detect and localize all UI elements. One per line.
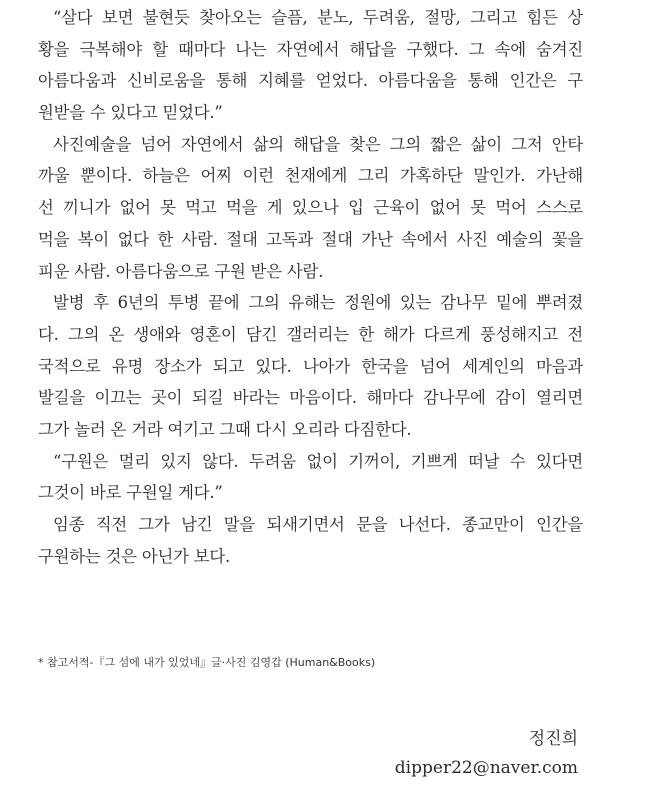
text-line: 사진예술을 넘어 자연에서 삶의 해답을 찾은 그의 짧은 삶이 그저 안타 (53, 134, 583, 154)
reference-footnote: * 참고서적-『그 섬에 내가 있었네』글·사진 김영갑 (Human&Books) (38, 656, 376, 669)
text-line: 아름다움과 신비로움을 통해 지혜를 얻었다. 아름다움을 통해 인간은 구 (38, 71, 583, 91)
text-line: 황을 극복해야 할 때마다 나는 자연에서 해답을 구했다. 그 속에 숨겨진 (38, 39, 583, 59)
text-line: 발병 후 6년의 투병 끝에 그의 유해는 정원에 있는 감나무 밑에 뿌려졌 (53, 293, 583, 313)
text-line: 까울 뿐이다. 하늘은 어찌 이런 천재에게 그리 가혹하단 말인가. 가난해 (38, 166, 583, 186)
text-line: 선 끼니가 없어 못 먹고 먹을 게 있으나 입 근육이 없어 못 먹어 스스로 (38, 198, 583, 218)
text-line: “살다 보면 불현듯 찾아오는 슬픔, 분노, 두려움, 절망, 그리고 힘든 상 (53, 8, 583, 27)
text-line: 발길을 이끄는 곳이 되길 바라는 마음이다. 해마다 감나무에 감이 열리면 (38, 388, 583, 408)
text-line: 임종 직전 그가 남긴 말을 되새기면서 문을 나선다. 종교만이 인간을 (53, 515, 583, 534)
author-name: 정진희 (528, 729, 578, 749)
text-line: “구원은 멀리 있지 않다. 두려움 없이 기꺼이, 기쁘게 떠날 수 있다면 (53, 451, 583, 471)
paragraph-2 (38, 129, 583, 287)
author-email: dipper22@naver.com (394, 758, 578, 778)
paragraph-quote-2 (38, 446, 583, 509)
text-line: 국적으로 유명 장소가 되고 있다. 나아가 한국을 넘어 세계인의 마음과 (38, 356, 583, 376)
paragraph-3 (38, 287, 583, 445)
text-line: 그가 놀러 온 거라 여기고 그때 다시 오리라 다짐한다. (38, 419, 412, 439)
article-body (38, 2, 583, 572)
text-line: 구원하는 것은 아닌가 보다. (38, 546, 231, 566)
paragraph-5 (38, 509, 583, 572)
paragraph-quote-1 (38, 2, 583, 129)
text-line: 원받을 수 있다고 믿었다.” (38, 103, 223, 123)
text-line: 다. 그의 온 생애와 영혼이 담긴 갤러리는 한 해가 다르게 풍성해지고 전 (38, 324, 583, 344)
text-line: 그것이 바로 구원일 게다.” (38, 483, 223, 503)
text-line: 피운 사람. 아름다움으로 구원 받은 사람. (38, 261, 324, 281)
text-line: 먹을 복이 없다 한 사람. 절대 고독과 절대 가난 속에서 사진 예술의 꽃을 (38, 229, 583, 249)
